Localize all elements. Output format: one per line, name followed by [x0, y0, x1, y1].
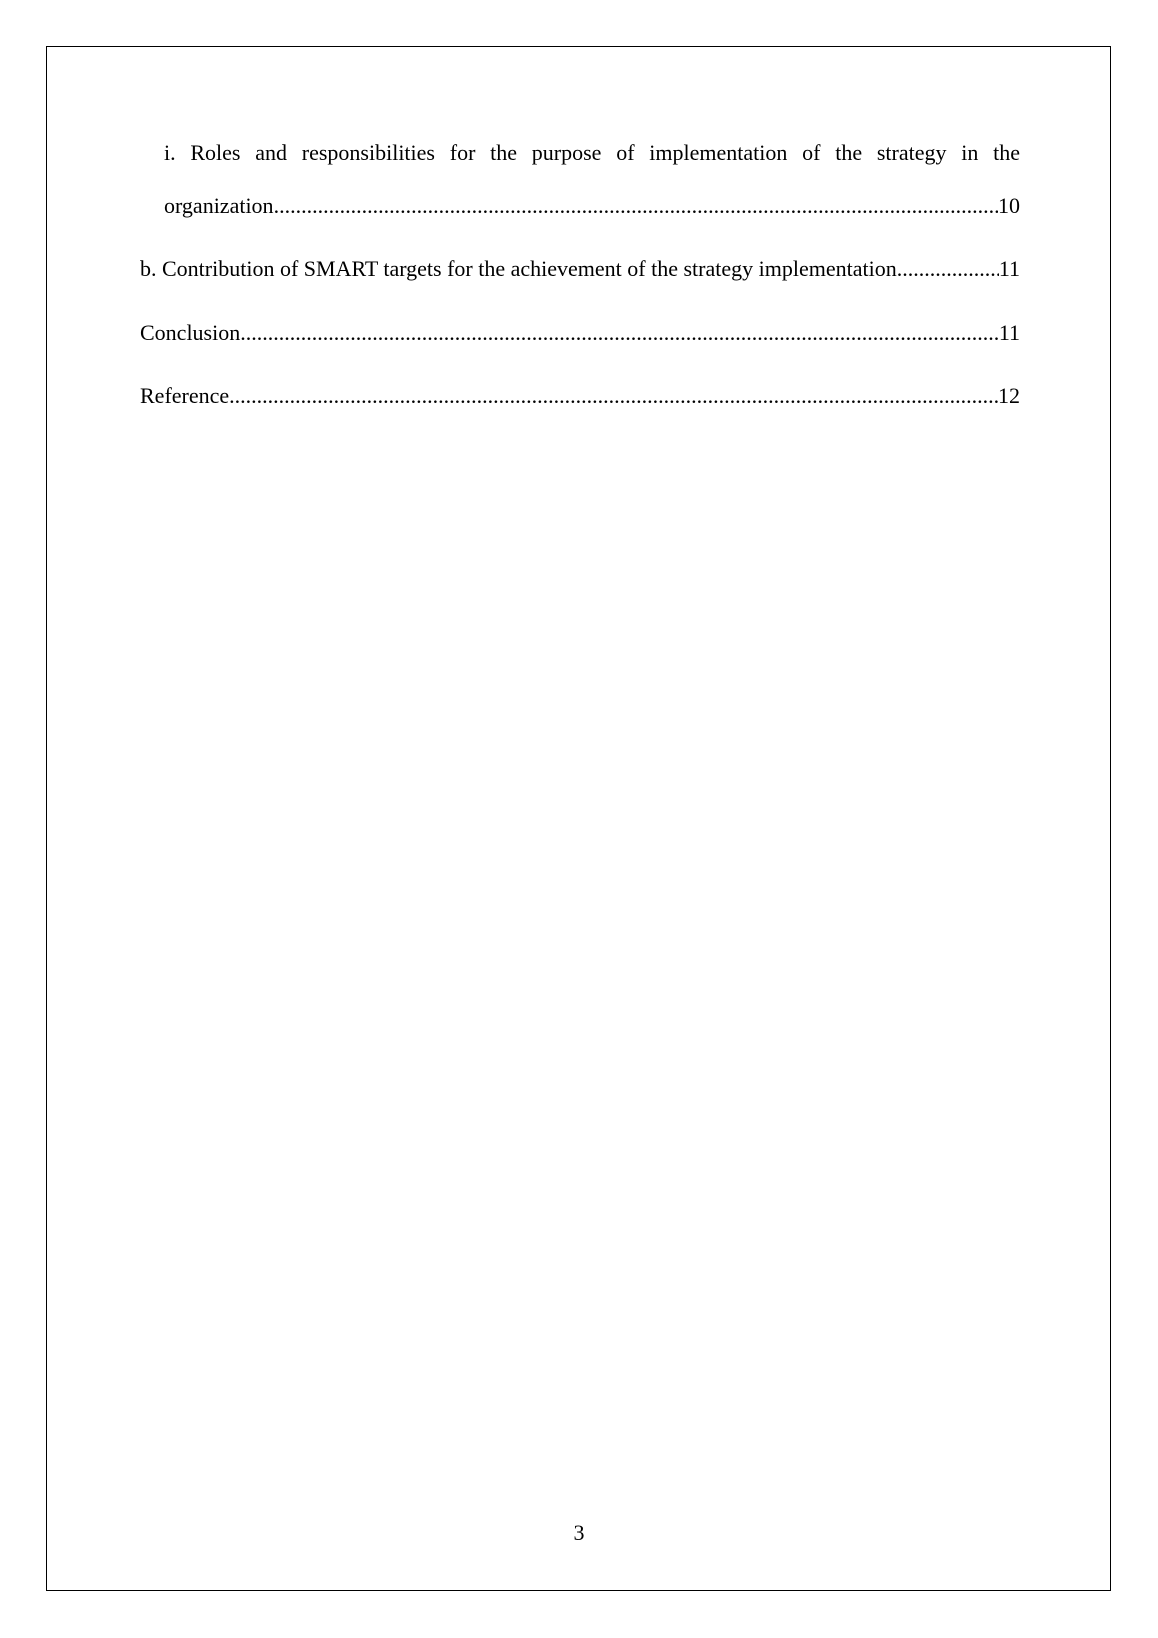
- toc-entry-reference[interactable]: [140, 383, 1020, 409]
- toc-entry-text: b. Contribution of SMART targets for the achievement of the strategy implementation: [140, 256, 897, 281]
- page-number: 3: [573, 1520, 585, 1545]
- toc-page-number: 10: [998, 193, 1020, 218]
- toc-leader-dots: [240, 320, 999, 346]
- toc-entry-smart-targets[interactable]: [140, 256, 1020, 282]
- toc-entry-text: Reference: [140, 383, 230, 408]
- toc-leader-dots: [229, 383, 998, 409]
- toc-page-number: 12: [998, 383, 1020, 408]
- toc-entry-text: i. Roles and responsibilities for the purpose of implementation of the strategy in the: [164, 140, 1020, 165]
- toc-page-number: 11: [998, 320, 1020, 345]
- toc-page-number: 11: [998, 256, 1020, 281]
- toc-leader-dots: [274, 193, 998, 219]
- toc-entry-conclusion[interactable]: [140, 320, 1020, 346]
- toc-leader-dots: [897, 256, 999, 282]
- toc-entry-text: organization: [164, 193, 274, 218]
- toc-entry-text: Conclusion: [140, 320, 241, 345]
- toc-entry-roles-line2[interactable]: [164, 193, 1020, 219]
- toc-entry-roles-line1[interactable]: [164, 140, 1020, 166]
